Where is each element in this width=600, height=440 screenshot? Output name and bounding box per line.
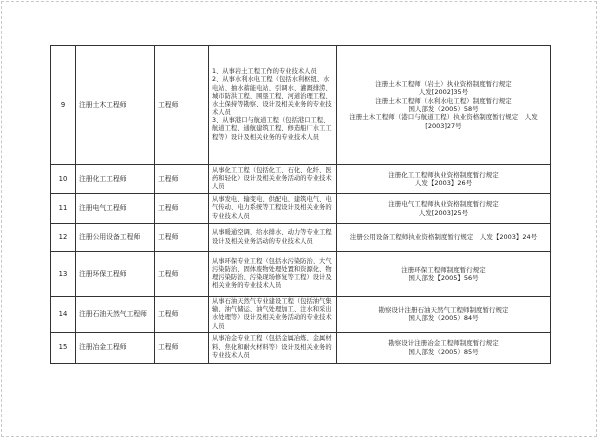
row-number: 10 (51, 165, 76, 194)
qualification-name: 注册石油天然气工程师 (76, 297, 155, 333)
qualification-name: 注册土木工程师 (76, 46, 155, 165)
scope-line: 从事冶金专业工程（包括金属冶炼、金属材料、焦化和耐火材料等）设计及相关业务的专业技术人员 (212, 335, 332, 359)
scope-line: 从事化工工程（包括化工、石化、化纤、医药和轻化）设计及相关业务活动的专业技术人员 (212, 166, 332, 191)
professional-title: 工程师 (155, 252, 209, 297)
scope-line: 1、从事岩土工程工作的专业技术人员 (212, 68, 317, 76)
work-scope (209, 252, 337, 297)
scope-line: 2、从事水利水电工程（包括水利枢纽、水电站、抽水蓄能电站、引调水、灌溉排涝、城市防洪工程、围垦工程、河道治理工程、水土保持等勘察、设计及相关业务的专业技术人员 (212, 76, 332, 117)
row-number: 12 (51, 224, 76, 252)
table-row (51, 194, 551, 224)
regulation-basis (337, 46, 551, 165)
row-number: 11 (51, 194, 76, 224)
work-scope (209, 194, 337, 224)
work-scope (209, 332, 337, 363)
scope-line: 从事暖通空调、给水排水、动力等专业工程设计及相关业务活动的专业技术人员 (212, 229, 332, 245)
qualification-name: 注册化工工程师 (76, 165, 155, 194)
scope-line: 3、从事港口与航道工程（包括港口工程、航道工程、通航建筑工程、修造船厂水工工程等）设计及相关业务的专业技术人员 (212, 117, 332, 141)
basis-line: 注册公用设备工程师执业资格制度暂行规定 人发【2003】24号 (349, 233, 538, 242)
regulation-basis (337, 297, 551, 333)
professional-title: 工程师 (155, 297, 209, 333)
scope-line: 从事环保专业工程（包括水污染防治、大气污染防治、固体废物处理处置和资源化、物理污染防治、污染现场修复等工程）设计及相关业务的专业技术人员 (212, 257, 332, 290)
basis-line: 勘察设计注册冶金工程师制度暂行规定 (388, 339, 499, 348)
professional-title: 工程师 (155, 46, 209, 165)
table-row (51, 165, 551, 194)
scope-line: 从事石油天然气专业建设工程（包括油气集输、油气储运、油气处理加工、注水和采出水处理等）设计及相关业务活动的专业技术人员 (212, 298, 332, 330)
basis-line: 勘察设计注册石油天然气工程师制度暂行规定 (378, 305, 509, 314)
regulation-basis (337, 165, 551, 194)
table-row (51, 297, 551, 333)
table-row (51, 252, 551, 297)
work-scope (209, 224, 337, 252)
row-number: 13 (51, 252, 76, 297)
regulation-basis (337, 252, 551, 297)
basis-line: 注册环保工程师制度暂行规定 (401, 265, 486, 274)
basis-line: 注册化工工程师执业资格制度暂行规定 (388, 170, 499, 179)
table-row (51, 332, 551, 363)
work-scope (209, 165, 337, 194)
basis-line: 国人部发【2005】56号 (408, 274, 479, 282)
basis-line: 注册土木工程师（水利水电工程）制度暂行规定 (375, 96, 512, 105)
work-scope (209, 297, 337, 333)
qualification-name: 注册冶金工程师 (76, 332, 155, 363)
regulation-basis (337, 332, 551, 363)
row-number: 15 (51, 332, 76, 363)
qualification-name: 注册电气工程师 (76, 194, 155, 224)
basis-line: 国人部发（2005）84号 (408, 314, 479, 323)
basis-line: 人发【2003】26号 (414, 179, 473, 187)
row-number: 14 (51, 297, 76, 333)
registration-table (50, 45, 551, 364)
professional-title: 工程师 (155, 165, 209, 194)
professional-title: 工程师 (155, 194, 209, 224)
regulation-basis (337, 224, 551, 252)
basis-line: 国人部发（2005）85号 (408, 347, 479, 356)
basis-line: 注册土木工程师（港口与航道工程）执业资格制度暂行规定 人发[2003]27号 (349, 113, 538, 130)
qualification-name: 注册环保工程师 (76, 252, 155, 297)
scope-line: 从事发电、输变电、供配电、建筑电气、电气传动、电力系统等工程设计及相关业务的专业技术人员 (212, 196, 332, 220)
basis-line: 人发[2002]35号 (418, 88, 469, 97)
table-row (51, 46, 551, 165)
qualification-name: 注册公用设备工程师 (76, 224, 155, 252)
table-row (51, 224, 551, 252)
row-number: 9 (51, 46, 76, 165)
professional-title: 工程师 (155, 224, 209, 252)
basis-line: 注册电气工程师执业资格制度暂行规定 (388, 200, 499, 209)
basis-line: 国人部发（2005）58号 (408, 105, 479, 113)
regulation-basis (337, 194, 551, 224)
professional-title: 工程师 (155, 332, 209, 363)
basis-line: 人发[2003]25号 (418, 208, 469, 217)
work-scope (209, 46, 337, 165)
basis-line: 注册土木工程师（岩土）执业资格制度暂行规定 (375, 79, 512, 88)
